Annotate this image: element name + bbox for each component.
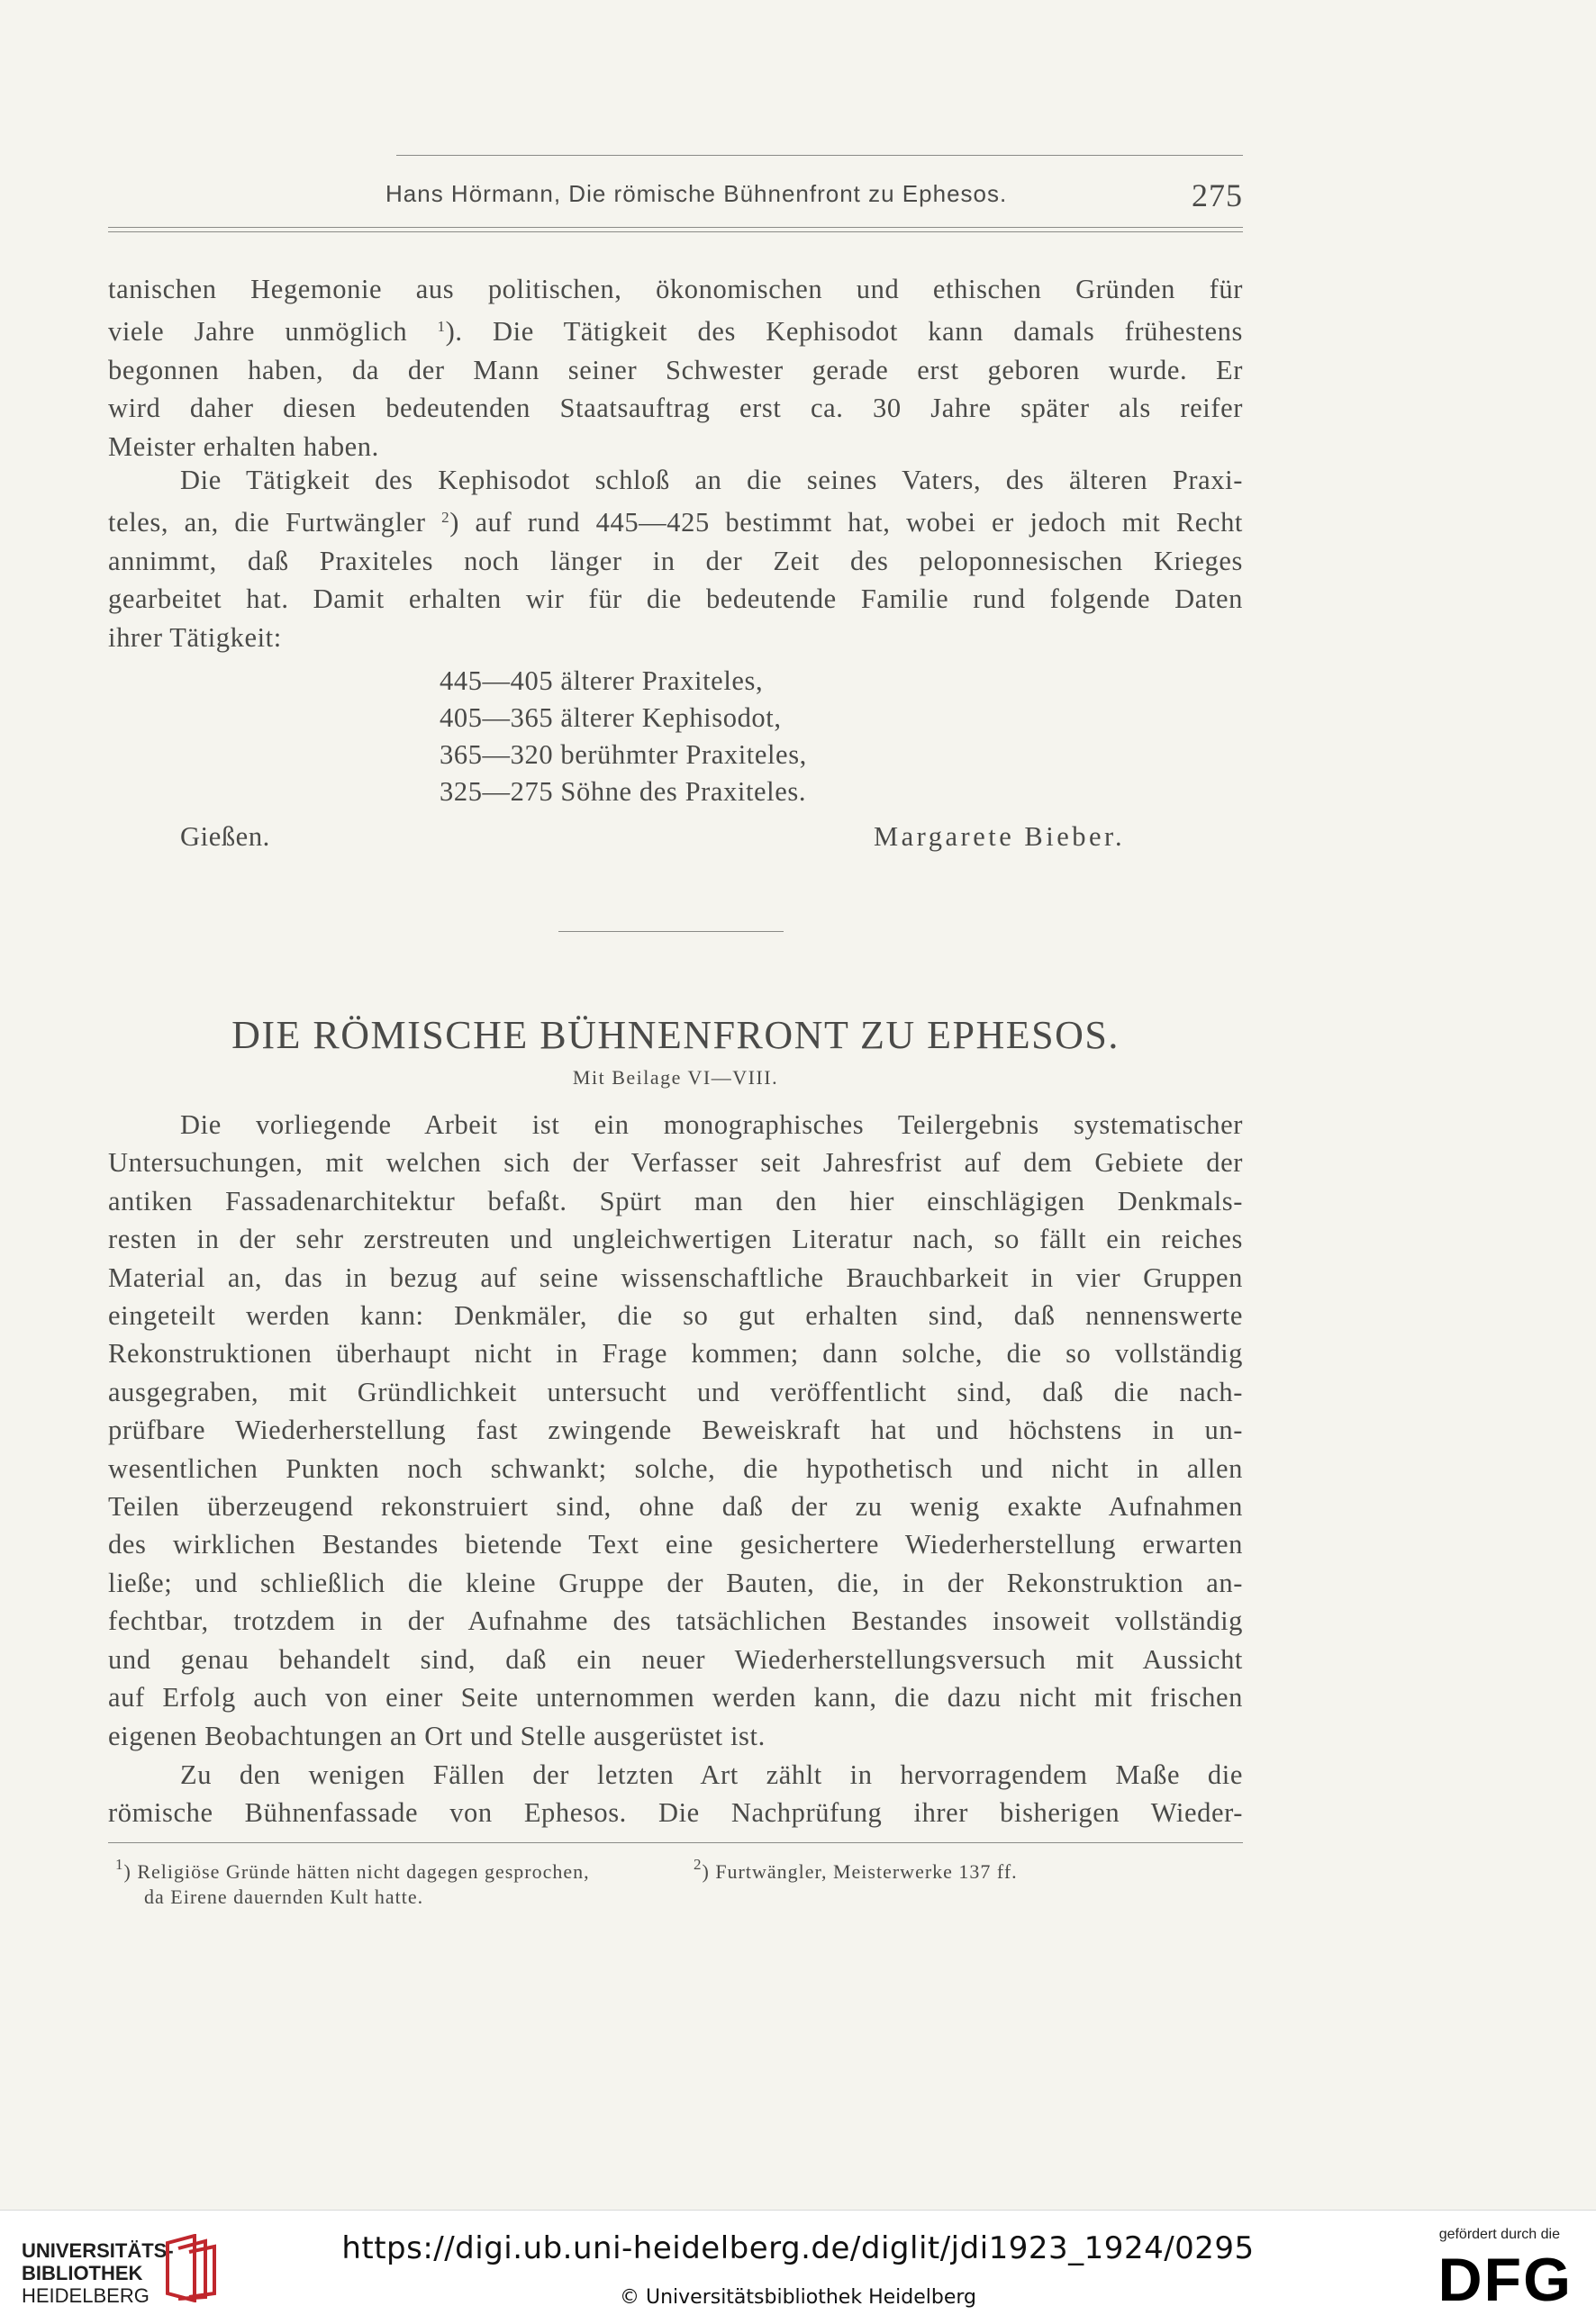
footnote-mark-1: 1	[115, 1856, 124, 1873]
text-line: des wirklichen Bestandes bietende Text eine gesichertere Wiederherstellung erwarten	[108, 1529, 1243, 1560]
dfg-logo[interactable]: DFG	[1437, 2246, 1573, 2314]
header-top-rule	[396, 155, 1243, 156]
dates-list	[440, 663, 807, 810]
text-line: antiken Fassadenarchitektur befaßt. Spürt man den hier einschlägigen Denkmals-	[108, 1185, 1243, 1216]
footnote-2: $^2$) Furtwängler, Meisterwerke 137 ff.	[694, 1856, 1018, 1883]
text-line: gearbeitet hat. Damit erhalten wir für die bedeutende Familie rund folgende Daten	[108, 583, 1243, 615]
footnote-1: $^1$) Religiöse Gründe hätten nicht dagegen gesprochen,	[115, 1856, 590, 1883]
article-title: DIE RÖMISCHE BÜHNENFRONT ZU EPHESOS.	[231, 1013, 1120, 1057]
signature-place: Gießen.	[180, 821, 270, 852]
dates-row: 365—320 berühmter Praxiteles,	[440, 739, 807, 770]
dates-row: 405—365 älterer Kephisodot,	[440, 702, 782, 733]
text-line: viele Jahre unmöglich $^1$). Die Tätigkeit des Kephisodot kann damals frühestens	[108, 316, 1243, 348]
text-line: römische Bühnenfassade von Ephesos. Die Nachprüfung ihrer bisherigen Wieder-	[108, 1797, 1243, 1829]
paragraph-ephesos	[108, 1756, 1243, 1832]
text-line: tanischen Hegemonie aus politischen, ökonomischen und ethischen Gründen für	[108, 274, 1243, 304]
footnote-rule	[108, 1842, 1243, 1843]
dates-row: 325—275 Söhne des Praxiteles.	[440, 776, 807, 807]
text-line: annimmt, daß Praxiteles noch länger in der Zeit des peloponnesischen Krieges	[108, 545, 1243, 576]
footnote-1-continued: da Eirene dauernden Kult hatte.	[144, 1885, 424, 1908]
text-line: prüfbare Wiederherstellung fast zwingende Beweiskraft hat und höchstens in un-	[108, 1415, 1243, 1446]
text-line: eingeteilt werden kann: Denkmäler, die so gut erhalten sind, daß nennenswerte	[108, 1300, 1243, 1332]
running-title: Hans Hörmann, Die römische Bühnenfront zu Ephesos.	[385, 180, 1008, 207]
text-line: ausgegraben, mit Gründlichkeit untersucht und veröffentlicht sind, daß die nach-	[108, 1376, 1243, 1407]
funding-note: gefördert durch die	[1438, 2227, 1560, 2242]
section-divider	[558, 931, 784, 932]
library-name: UNIVERSITÄTS- BIBLIOTHEK HEIDELBERG	[22, 2239, 174, 2307]
text-line: wesentlichen Punkten noch schwankt; solche, die hypothetisch und nicht in allen	[108, 1452, 1243, 1484]
text-line: auf Erfolg auch von einer Seite unternommen werden kann, die dazu nicht mit frischen	[108, 1682, 1243, 1714]
text-line: ihrer Tätigkeit:	[108, 621, 282, 653]
text-line: wird daher diesen bedeutenden Staatsauftrag erst ca. 30 Jahre später als reifer	[108, 393, 1243, 424]
article-subtitle: Mit Beilage VI—VIII.	[572, 1066, 779, 1089]
copyright-notice: © Universitätsbibliothek Heidelberg	[619, 2286, 976, 2309]
footnote-mark-2: 2	[694, 1856, 703, 1873]
header-bottom-rule-2	[108, 231, 1243, 232]
text-line: Rekonstruktionen überhaupt nicht in Frage kommen; dann solche, die so vollständig	[108, 1338, 1243, 1370]
text-line: Untersuchungen, mit welchen sich der Verfasser seit Jahresfrist auf dem Gebiete der	[108, 1147, 1243, 1179]
running-header	[180, 177, 1243, 216]
footnote-ref-1[interactable]: 1	[437, 318, 446, 336]
paragraph-introduction	[108, 1106, 1243, 1755]
text-line: ließe; und schließlich die kleine Gruppe der Bauten, die, in der Rekonstruktion an-	[108, 1567, 1243, 1598]
dates-row: 445—405 älterer Praxiteles,	[440, 665, 764, 696]
page-number: 275	[1192, 177, 1243, 213]
permalink-url[interactable]: https://digi.ub.uni-heidelberg.de/diglit/jdi1923_1924/0295	[341, 2230, 1255, 2266]
text-line: eigenen Beobachtungen an Ort und Stelle ausgerüstet ist.	[108, 1720, 766, 1751]
paragraph-continuation	[108, 270, 1243, 466]
signature-author: Margarete Bieber.	[874, 821, 1126, 852]
footnote-ref-2[interactable]: 2	[441, 509, 450, 527]
text-line: fechtbar, trotzdem in der Aufnahme des tatsächlichen Bestandes insoweit vollständig	[108, 1605, 1243, 1637]
text-line: Die vorliegende Arbeit ist ein monographisches Teilergebnis systematischer	[180, 1109, 1243, 1140]
text-line: resten in der sehr zerstreuten und ungleichwertigen Literatur nach, so fällt ein reiches	[108, 1224, 1243, 1255]
text-line: Die Tätigkeit des Kephisodot schloß an die seines Vaters, des älteren Praxi-	[180, 465, 1243, 495]
header-bottom-rule	[108, 227, 1243, 228]
paragraph-praxiteles	[108, 461, 1243, 656]
text-line: Material an, das in bezug auf seine wissenschaftliche Brauchbarkeit in vier Gruppen	[108, 1261, 1243, 1293]
text-line: begonnen haben, da der Mann seiner Schwester gerade erst geboren wurde. Er	[108, 354, 1243, 385]
text-line: Meister erhalten haben.	[108, 430, 379, 462]
viewer-footer	[0, 2210, 1596, 2324]
text-line: Teilen überzeugend rekonstruiert sind, ohne daß der zu wenig exakte Aufnahmen	[108, 1491, 1243, 1523]
text-line: und genau behandelt sind, daß ein neuer Wiederherstellungsversuch mit Aussicht	[108, 1643, 1243, 1675]
text-line: Zu den wenigen Fällen der letzten Art zählt in hervorragendem Maße die	[180, 1759, 1243, 1790]
text-line: teles, an, die Furtwängler $^2$) auf rund 445—425 bestimmt hat, wobei er jedoch mit Recht	[108, 507, 1243, 538]
